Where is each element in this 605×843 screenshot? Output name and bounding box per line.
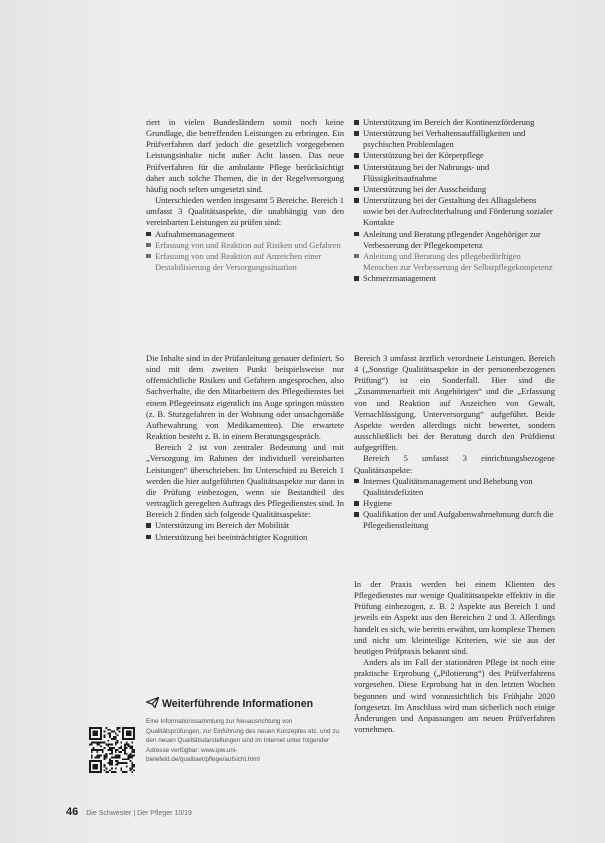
paragraph: In der Praxis werden bei einem Klienten des Pflegedienstes nur wenige Qualitätsaspekte effektiv in die Prüfung einbezogen, z. B. 2 Aspekte aus Bereich 1 und jeweils ein Aspekt aus den Bereichen 2 und 3. Allerdings handelt es sich, wie bereits erwähnt, um komplexe Themen und nicht um kleinteilige Kriterien, wie sie aus der heutigen Prüfpraxis bekannt sind. <box>354 579 555 656</box>
list-item: Anleitung und Beratung des pflegebedürftigen Menschen zur Verbesserung der Selbstpflegekompetenz <box>354 251 555 273</box>
list-item: Unterstützung im Bereich der Kontinenzförderung <box>354 117 555 128</box>
list-item: Aufnahmemanagement <box>146 229 344 240</box>
column-2-middle <box>354 353 555 532</box>
list-item: Schmerzmanagement <box>354 273 555 284</box>
info-title: Weiterführende Informationen <box>162 698 314 710</box>
list-item: Qualifikation der und Aufgabenwahrnehmung durch die Pflegedienstleitung <box>354 509 555 531</box>
paragraph: riert in vielen Bundesländern somit noch keine Grundlage, die betreffenden Leistungen zu erbringen. Ein Prüfverfahren darf jedoch die gesetzlich vorgegebenen Leistungsinhalte nicht außer Acht lassen. Das neue Prüfverfahren für die ambulante Pflege berücksichtigt daher auch solche Themen, die in der Regelversorgung häufig noch selten umgesetzt sind. <box>146 117 344 194</box>
bullet-list <box>146 229 344 274</box>
list-item: Unterstützung bei der Nahrungs- und Flüssigkeitsaufnahme <box>354 162 555 184</box>
paragraph: Bereich 2 ist von zentraler Bedeutung und mit „Versorgung im Rahmen der individuell vereinbarten Leistungen“ überschrieben. Im Unterschied zu Bereich 1 werden die hier aufgeführten Qualitätsaspekte nur dann in die Prüfung einbezogen, wenn sie Bestandteil des vertraglich geregelten Auftrags des Pflegedienstes sind. In Bereich 2 finden sich folgende Qualitätsaspekte: <box>146 442 344 520</box>
info-box <box>82 697 344 764</box>
paragraph: Die Inhalte sind in der Prüfanleitung genauer definiert. So sind mit dem zweiten Punkt beispielsweise nur offensichtliche Risiken und Gefahren angesprochen, also Sachverhalte, die den Mitarbeitern des Pflegedienstes bei einem Pflegeeinsatz eigentlich ins Auge springen müssten (z. B. Sturzgefahren in der Wohnung oder unsachgemäße Aufbewahrung von Medikamenten). Die erwartete Reaktion besteht z. B. in einem Beratungsgespräch. <box>146 353 344 442</box>
column-2-top <box>354 117 555 284</box>
info-text: Eine Informationssammlung zur Neuausrichtung von Qualitätsprüfungen, zur Einführung des neuen Konzeptes etc. und zu den neuen Qualitätsdarstellungen sind im Internet unter folgender Adresse verfügbar: www.ipw.uni-bielefeld.de/qualitaet/pflege/aufsicht.html <box>146 718 339 764</box>
footer-publication: Die Schwester | Der Pfleger 10/19 <box>86 810 192 817</box>
list-item: Internes Qualitätsmanagement und Behebung von Qualitätsdefiziten <box>354 476 555 498</box>
bullet-list <box>146 520 344 542</box>
column-1-bottom <box>146 353 344 543</box>
paragraph: Anders als im Fall der stationären Pflege ist noch eine praktische Erprobung („Pilotierung“) des Prüfverfahrens vorgesehen. Diese Erprobung hat in den letzten Wochen begonnen und wird voraussichtlich bis Frühjahr 2020 fortgesetzt. Im Anschluss wird man sicherlich noch einige Änderungen und Anpassungen am neuen Prüfverfahren vornehmen. <box>354 657 555 735</box>
column-2-bottom <box>354 579 555 735</box>
column-1-top <box>146 117 344 273</box>
paragraph: Bereich 3 umfasst ärztlich verordnete Leistungen. Bereich 4 („Sonstige Qualitätsaspekte in der personenbezogenen Prüfung“) ist ein Sonderfall. Hier sind die „Zusammenarbeit mit Angehörigen“ und die „Erfassung von und Reaktion auf Anzeichen von Gewalt, Vernachlässigung, Unterversorgung“ aufgeführt. Beide Aspekte werden allerdings nicht bewertet, sondern ausschließlich bei der Beratung durch den Prüfdienst aufgegriffen. <box>354 353 555 453</box>
list-item: Anleitung und Beratung pflegender Angehöriger zur Verbesserung der Pflegekompetenz <box>354 229 555 251</box>
list-item: Unterstützung bei der Ausscheidung <box>354 184 555 195</box>
list-item: Unterstützung bei der Gestaltung des Alltagslebens sowie bei der Aufrechterhaltung und Förderung sozialer Kontakte <box>354 195 555 228</box>
page-footer <box>66 806 192 818</box>
list-item: Erfassung von und Reaktion auf Anzeichen einer Destabilisierung der Versorgungssituation <box>146 251 344 273</box>
list-item: Unterstützung bei der Körperpflege <box>354 150 555 161</box>
qr-code[interactable] <box>89 727 135 773</box>
list-item: Erfassung von und Reaktion auf Risiken und Gefahren <box>146 240 344 251</box>
paragraph: Bereich 5 umfasst 3 einrichtungsbezogene Qualitätsaspekte: <box>354 453 555 475</box>
list-item: Hygiene <box>354 498 555 509</box>
list-item: Unterstützung im Bereich der Mobilität <box>146 520 344 531</box>
bullet-list <box>354 476 555 532</box>
paragraph: Unterschieden werden insgesamt 5 Bereiche. Bereich 1 umfasst 3 Qualitätsaspekte, die unabhängig von den vereinbarten Leistungen zu prüfen sind: <box>146 195 344 228</box>
bullet-list <box>354 117 555 284</box>
list-item: Unterstützung bei beeinträchtigter Kognition <box>146 532 344 543</box>
paper-plane-icon <box>146 697 159 711</box>
info-heading <box>146 697 344 711</box>
list-item: Unterstützung bei Verhaltensauffälligkeiten und psychischen Problemlagen <box>354 128 555 150</box>
page-number: 46 <box>66 806 79 818</box>
